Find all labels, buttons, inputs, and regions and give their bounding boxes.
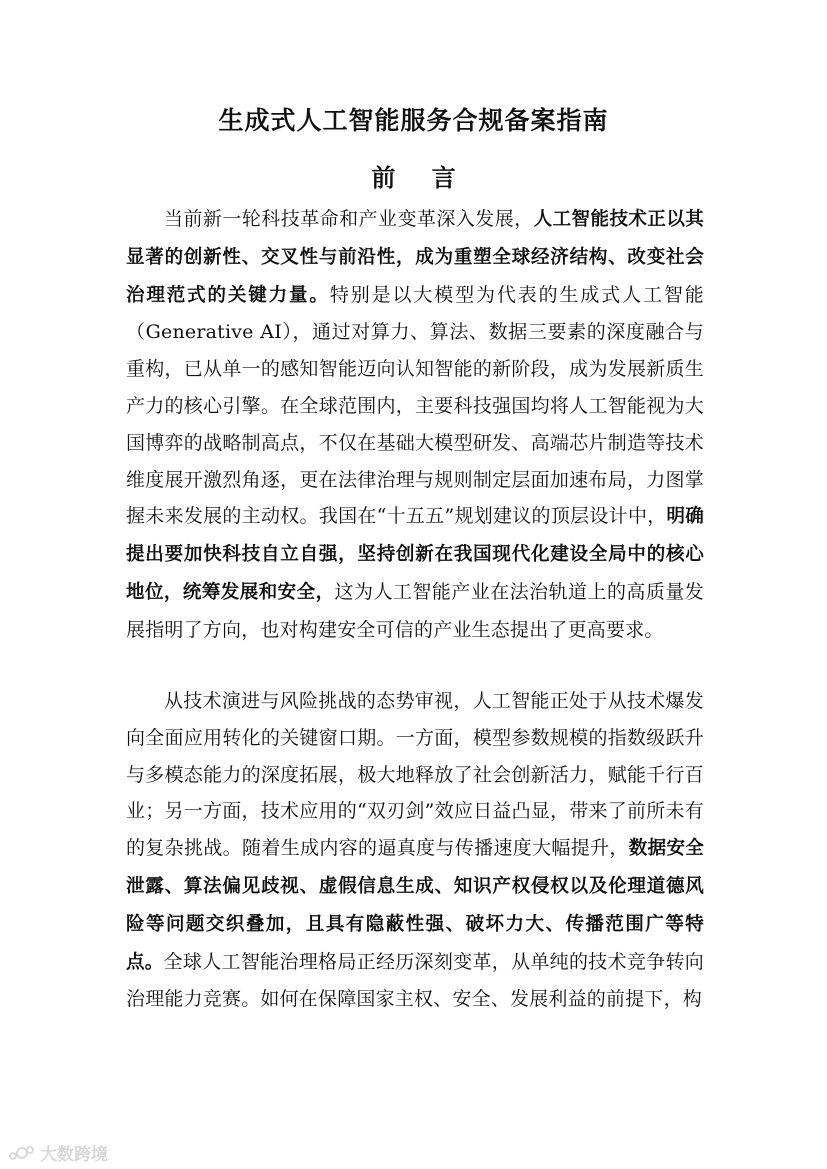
document-title: 生成式人工智能服务合规备案指南: [218, 106, 609, 135]
paragraph-1-bold-segment: 人工智能技术正以其显著的创新性、交叉性与前沿性，成为重塑全球经济结构、改变社会治理范式的关键力量。: [126, 209, 704, 306]
section-heading: 前 言: [371, 164, 470, 192]
watermark-text: 大数跨境: [40, 1145, 108, 1165]
paragraph-2-segment: 全球人工智能治理格局正经历深刻变革，从单纯的技术竞争转向治理能力竞赛。如何在保障国家主权、安全、发展利益的前提下，构: [126, 950, 704, 1011]
paragraph-2: [126, 683, 704, 1018]
paragraph-1-segment: 当前新一轮科技革命和产业变革深入发展，: [164, 208, 534, 230]
watermark: [8, 1140, 108, 1165]
paragraph-2-bold-segment: 数据安全泄露、算法偏见歧视、虚假信息生成、知识产权侵权以及伦理道德风险等问题交织叠加，且具有隐蔽性强、破坏力大、传播范围广等特点。: [126, 838, 704, 973]
watermark-logo-icon: [8, 1143, 36, 1163]
paragraph-2-segment: 从技术演进与风险挑战的态势审视，人工智能正处于从技术爆发向全面应用转化的关键窗口期。一方面，模型参数规模的指数级跃升与多模态能力的深度拓展，极大地释放了社会创新活力，赋能千行百业；另一方面，技术应用的“双刃剑”效应日益凸显，带来了前所未有的复杂挑战。随着生成内容的逼真度与传播速度大幅提升，: [126, 690, 704, 860]
paragraph-1: [126, 201, 704, 649]
paragraph-1-segment: 特别是以大模型为代表的生成式人工智能（Generative AI），通过对算力、算法、数据三要素的深度融合与重构，已从单一的感知智能迈向认知智能的新阶段，成为发展新质生产力的核心引擎。在全球范围内，主要科技强国均将人工智能视为大国博弈的战略制高点，不仅在基础大模型研发、高端芯片制造等技术维度展开激烈角逐，更在法律治理与规则制定层面加速布局，力图掌握未来发展的主动权。我国在“十五五”规划建议的顶层设计中，: [126, 283, 704, 528]
paragraph-1-segment: 这为人工智能产业在法治轨道上的高质量发展指明了方向，也对构建安全可信的产业生态提出了更高要求。: [126, 580, 704, 641]
paragraph-1-bold-segment: 明确提出要加快科技自立自强，坚持创新在我国现代化建设全局中的核心地位，统筹发展和安全，: [126, 506, 704, 603]
